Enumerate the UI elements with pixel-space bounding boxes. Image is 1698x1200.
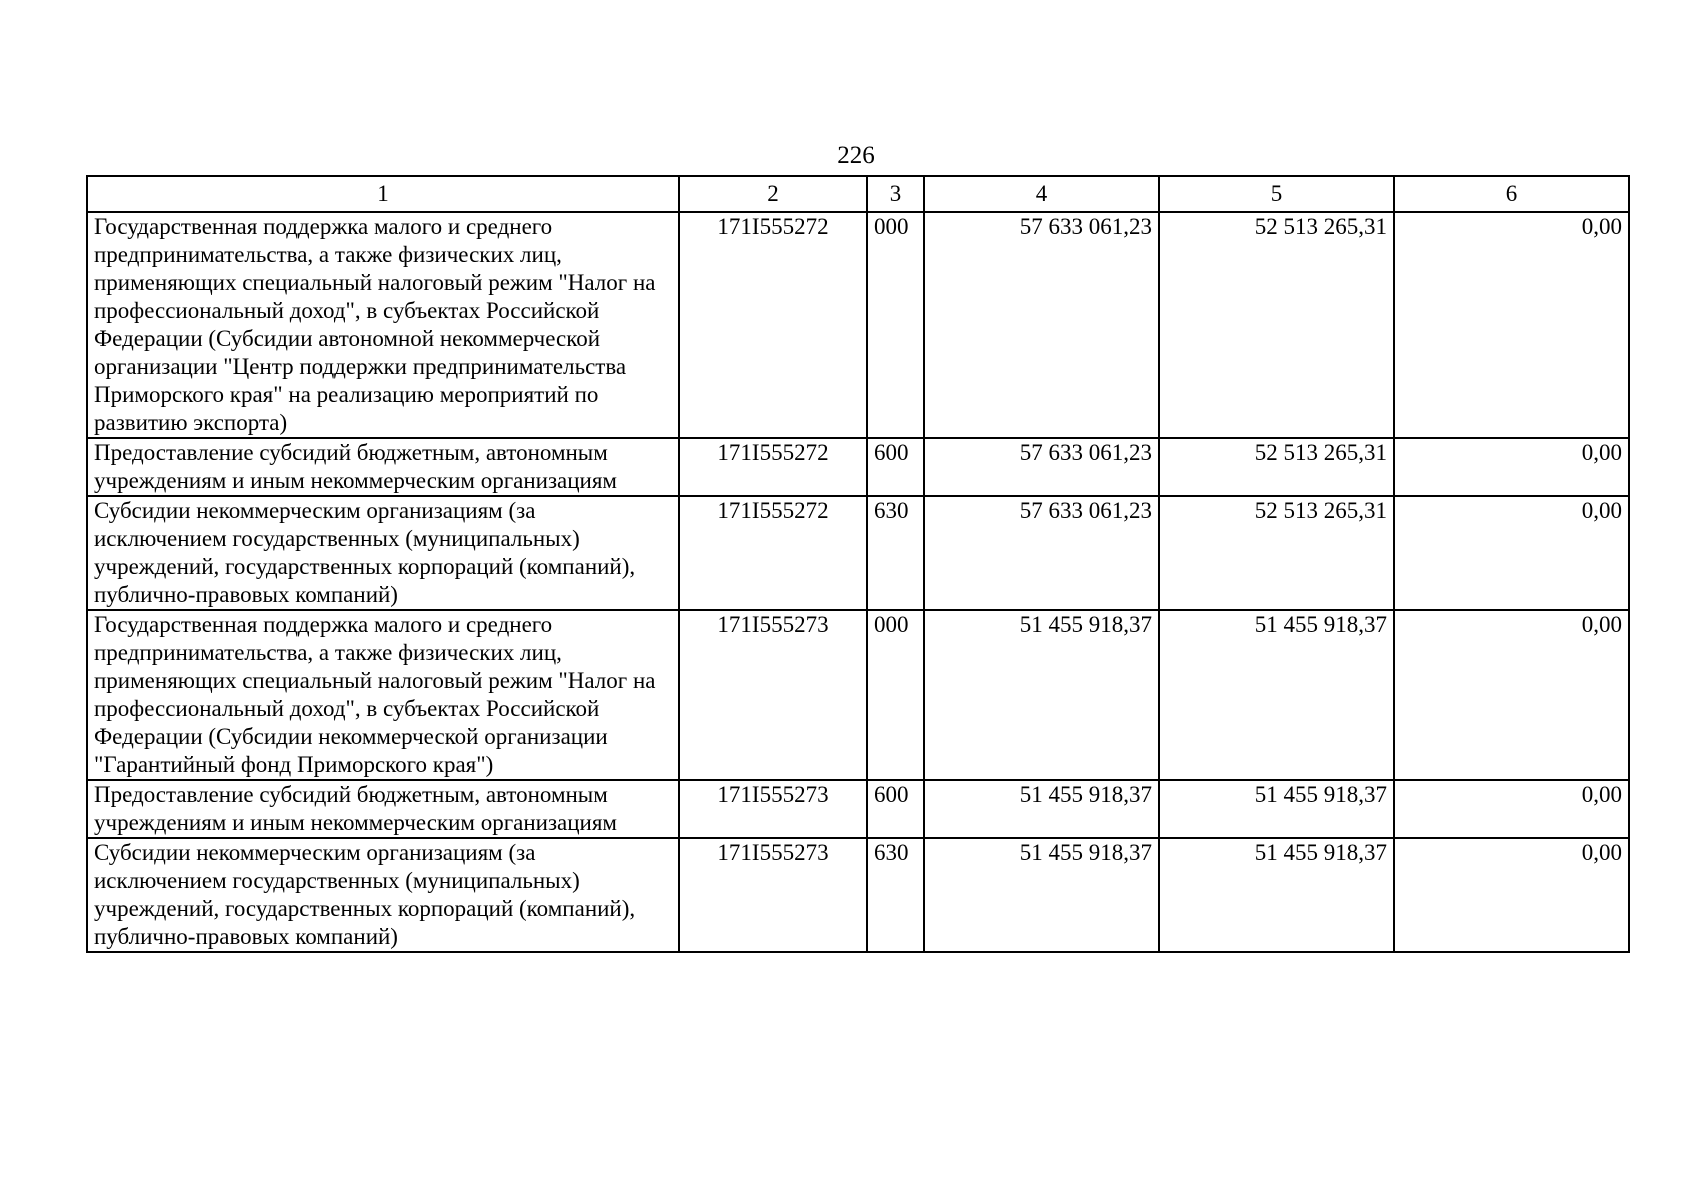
amount-column-4: 57 633 061,23: [924, 438, 1159, 496]
column-header-5: 5: [1159, 176, 1394, 212]
amount-column-4: 51 455 918,37: [924, 838, 1159, 952]
amount-column-5: 51 455 918,37: [1159, 780, 1394, 838]
table-row: [87, 438, 1629, 496]
expense-type-code: 630: [867, 838, 924, 952]
amount-column-5: 52 513 265,31: [1159, 496, 1394, 610]
row-description: Государственная поддержка малого и среднего предпринимательства, а также физических лиц, применяющих специальный налоговый режим "Налог на профессиональный доход", в субъектах Российской Федерации (Субсидии некоммерческой организации "Гарантийный фонд Приморского края"): [87, 610, 679, 780]
amount-column-6: 0,00: [1394, 610, 1629, 780]
amount-column-6: 0,00: [1394, 780, 1629, 838]
amount-column-4: 57 633 061,23: [924, 496, 1159, 610]
column-header-2: 2: [679, 176, 867, 212]
target-article-code: 171I555272: [679, 438, 867, 496]
amount-column-6: 0,00: [1394, 838, 1629, 952]
expense-type-code: 630: [867, 496, 924, 610]
row-description: Субсидии некоммерческим организациям (за исключением государственных (муниципальных) учреждений, государственных корпораций (компаний), публично-правовых компаний): [87, 838, 679, 952]
table-row: [87, 780, 1629, 838]
target-article-code: 171I555272: [679, 496, 867, 610]
amount-column-4: 51 455 918,37: [924, 610, 1159, 780]
amount-column-6: 0,00: [1394, 212, 1629, 438]
expense-type-code: 600: [867, 438, 924, 496]
target-article-code: 171I555272: [679, 212, 867, 438]
budget-table: [86, 175, 1630, 953]
table-row: [87, 610, 1629, 780]
amount-column-5: 52 513 265,31: [1159, 438, 1394, 496]
table-row: [87, 212, 1629, 438]
amount-column-4: 57 633 061,23: [924, 212, 1159, 438]
amount-column-6: 0,00: [1394, 496, 1629, 610]
column-header-6: 6: [1394, 176, 1629, 212]
row-description: Предоставление субсидий бюджетным, автономным учреждениям и иным некоммерческим организациям: [87, 438, 679, 496]
column-header-3: 3: [867, 176, 924, 212]
table-header-row: [87, 176, 1629, 212]
table-row: [87, 496, 1629, 610]
target-article-code: 171I555273: [679, 780, 867, 838]
target-article-code: 171I555273: [679, 610, 867, 780]
expense-type-code: 000: [867, 212, 924, 438]
column-header-1: 1: [87, 176, 679, 212]
expense-type-code: 000: [867, 610, 924, 780]
amount-column-5: 52 513 265,31: [1159, 212, 1394, 438]
row-description: Предоставление субсидий бюджетным, автономным учреждениям и иным некоммерческим организациям: [87, 780, 679, 838]
amount-column-4: 51 455 918,37: [924, 780, 1159, 838]
column-header-4: 4: [924, 176, 1159, 212]
amount-column-6: 0,00: [1394, 438, 1629, 496]
amount-column-5: 51 455 918,37: [1159, 838, 1394, 952]
row-description: Субсидии некоммерческим организациям (за исключением государственных (муниципальных) учреждений, государственных корпораций (компаний), публично-правовых компаний): [87, 496, 679, 610]
page-number: 226: [837, 142, 875, 169]
expense-type-code: 600: [867, 780, 924, 838]
row-description: Государственная поддержка малого и среднего предпринимательства, а также физических лиц, применяющих специальный налоговый режим "Налог на профессиональный доход", в субъектах Российской Федерации (Субсидии автономной некоммерческой организации "Центр поддержки предпринимательства Приморского края" на реализацию мероприятий по развитию экспорта): [87, 212, 679, 438]
target-article-code: 171I555273: [679, 838, 867, 952]
table-row: [87, 838, 1629, 952]
amount-column-5: 51 455 918,37: [1159, 610, 1394, 780]
